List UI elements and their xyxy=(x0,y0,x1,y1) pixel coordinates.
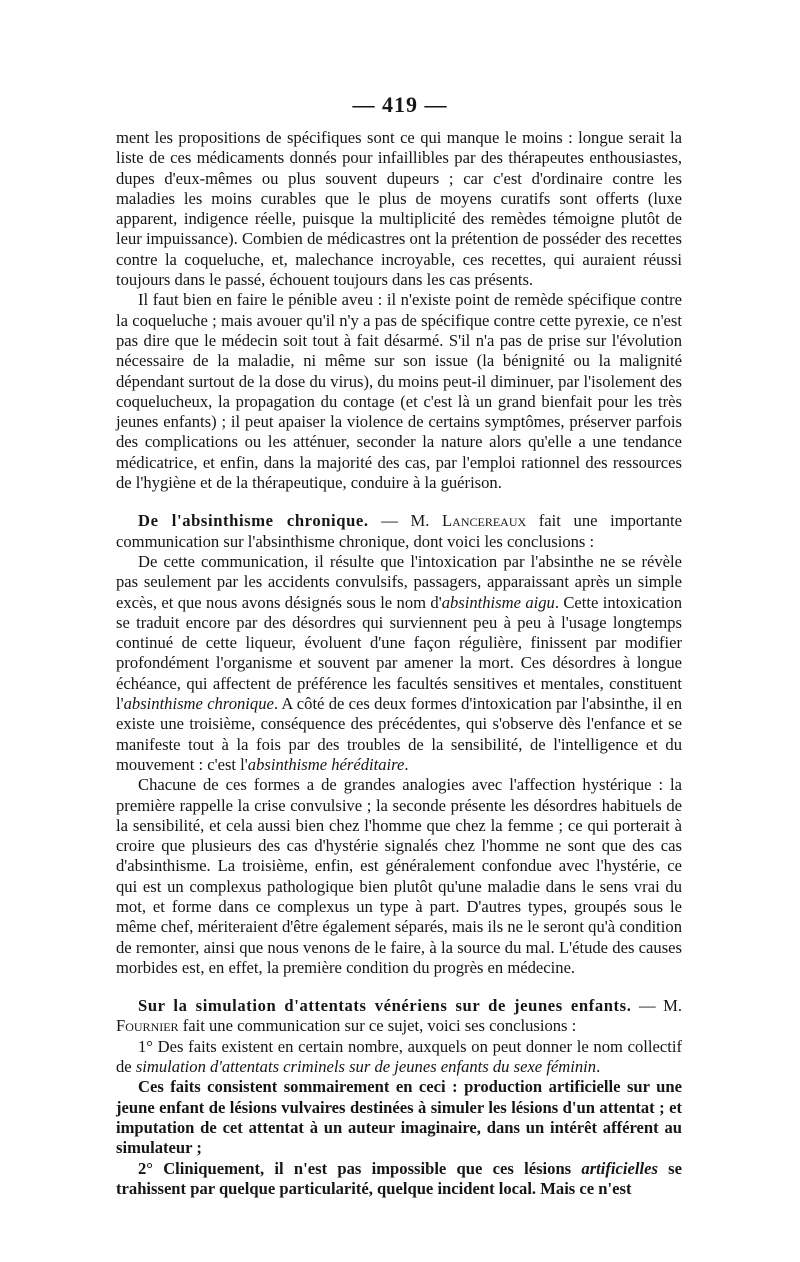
paragraph-continued: ment les propositions de spécifiques sont ce qui manque le moins : longue serait la liste de ces médicaments donnés pour infaillibles par des thérapeutes enthousiastes, dupes d'eux-mêmes ou plus souvent dupeurs ; car c'est d'ordinaire contre les maladies les moins curables que le plus de moyens curatifs sont offerts (luxe apparent, indigence réelle, puisque la multiplicité des remèdes témoigne plutôt de leur impuissance). Combien de médicastres ont la prétention de posséder des recettes contre la coqueluche, et, malechance incroyable, ces recettes, qui auraient réussi toujours dans le passé, échouent toujours dans les cas présents. xyxy=(116,128,682,290)
section-simulation: Sur la simulation d'attentats vénériens sur de jeunes enfants. — M. Fournier fait une communication sur ce sujet, voici ses conclusions : xyxy=(116,996,682,1036)
section-title-absinthisme: De l'absinthisme chronique. xyxy=(138,511,369,531)
conclusion-1: 1° Des faits existent en certain nombre, auxquels on peut donner le nom collectif de simulation d'attentats criminels sur de jeunes enfants du sexe féminin. xyxy=(116,1036,682,1077)
author-fournier: Fournier xyxy=(116,1016,179,1036)
author-lancereaux: Lancereaux xyxy=(442,511,527,531)
section-title-simulation: Sur la simulation d'attentats vénériens sur de jeunes enfants. xyxy=(138,996,632,1016)
paragraph-absinthisme-forms: De cette communication, il résulte que l'intoxication par l'absinthe ne se révèle pas seulement par les accidents convulsifs, passagers, apparaissant après un simple excès, et que nous avons désignés sous le nom d'absinthisme aigu. Cette intoxication se traduit encore par des désordres qui surviennent peu à peu à l'usage longtemps continué de cette liqueur, évoluent d'une façon régulière, finissent par modifier profondément l'organisme et souvent par amener la mort. Ces désordres à longue échéance, qui affectent de préférence les facultés sensitives et mentales, constituent l'absinthisme chronique. A côté de ces deux formes d'intoxication par l'absinthe, il en existe une troisième, conséquence des précédentes, qui s'observe dès l'enfance et se manifeste tout à la fois par des troubles de la sensibilité, de l'intelligence et du mouvement : c'est l'absinthisme héréditaire. xyxy=(116,551,683,774)
section-absinthisme: De l'absinthisme chronique. — M. Lancereaux fait une importante communication sur l'absinthisme chronique, dont voici les conclusions : xyxy=(116,511,682,551)
paragraph-coqueluche: Il faut bien en faire le pénible aveu : il n'existe point de remède spécifique contre la coqueluche ; mais avouer qu'il n'y a pas de spécifique contre cette pyrexie, ce n'est pas dire que le médecin soit tout à fait désarmé. S'il n'a pas de prise sur l'évolution nécessaire de la maladie, ni même sur son issue (la bénignité ou la malignité dépendant surtout de la dose du virus), du moins peut-il diminuer, par l'isolement des coquelucheux, la propagation du contage (et c'est là un grand bienfait pour les très jeunes enfants) ; il peut apaiser la violence de certains symptômes, préserver parfois des complications ou les atténuer, seconder la nature alors qu'elle a une tendance médicatrice, et enfin, dans la majorité des cas, par l'emploi rationnel des ressources de l'hygiène et de la thérapeutique, conduire à la guérison. xyxy=(116,290,682,493)
page-number: — 419 — xyxy=(352,92,448,117)
body-text xyxy=(116,128,682,1199)
paragraph-hysterie: Chacune de ces formes a de grandes analogies avec l'affection hystérique : la première rappelle la crise convulsive ; la seconde présente les désordres habituels de la sensibilité, et cela aussi bien chez l'homme que chez la femme ; ce qui porterait à croire que plusieurs des cas d'hystérie signalés chez l'homme ne sont que des cas d'absinthisme. La troisième, enfin, est généralement confondue avec l'hystérie, ce qui est un complexus pathologique bien plutôt qu'une maladie dans le sens vrai du mot, et forme dans ce complexus un type à part. D'autres types, groupés sous le même chef, mériteraient d'être également séparés, mais ils ne le seront qu'à condition de remonter, ainsi que nous venons de le faire, à la source du mal. L'étude des causes morbides est, en effet, la première condition du progrès en médecine. xyxy=(116,775,682,977)
paragraph-faits: Ces faits consistent sommairement en ceci : production artificielle sur une jeune enfant de lésions vulvaires destinées à simuler les lésions d'un attentat ; et imputation de cet attentat à un auteur imaginaire, dans un intérêt afférent au simulateur ; xyxy=(116,1077,682,1158)
conclusion-2: 2° Cliniquement, il n'est pas impossible que ces lésions artificielles se trahissent par quelque particularité, quelque incident local. Mais ce n'est xyxy=(116,1158,682,1198)
